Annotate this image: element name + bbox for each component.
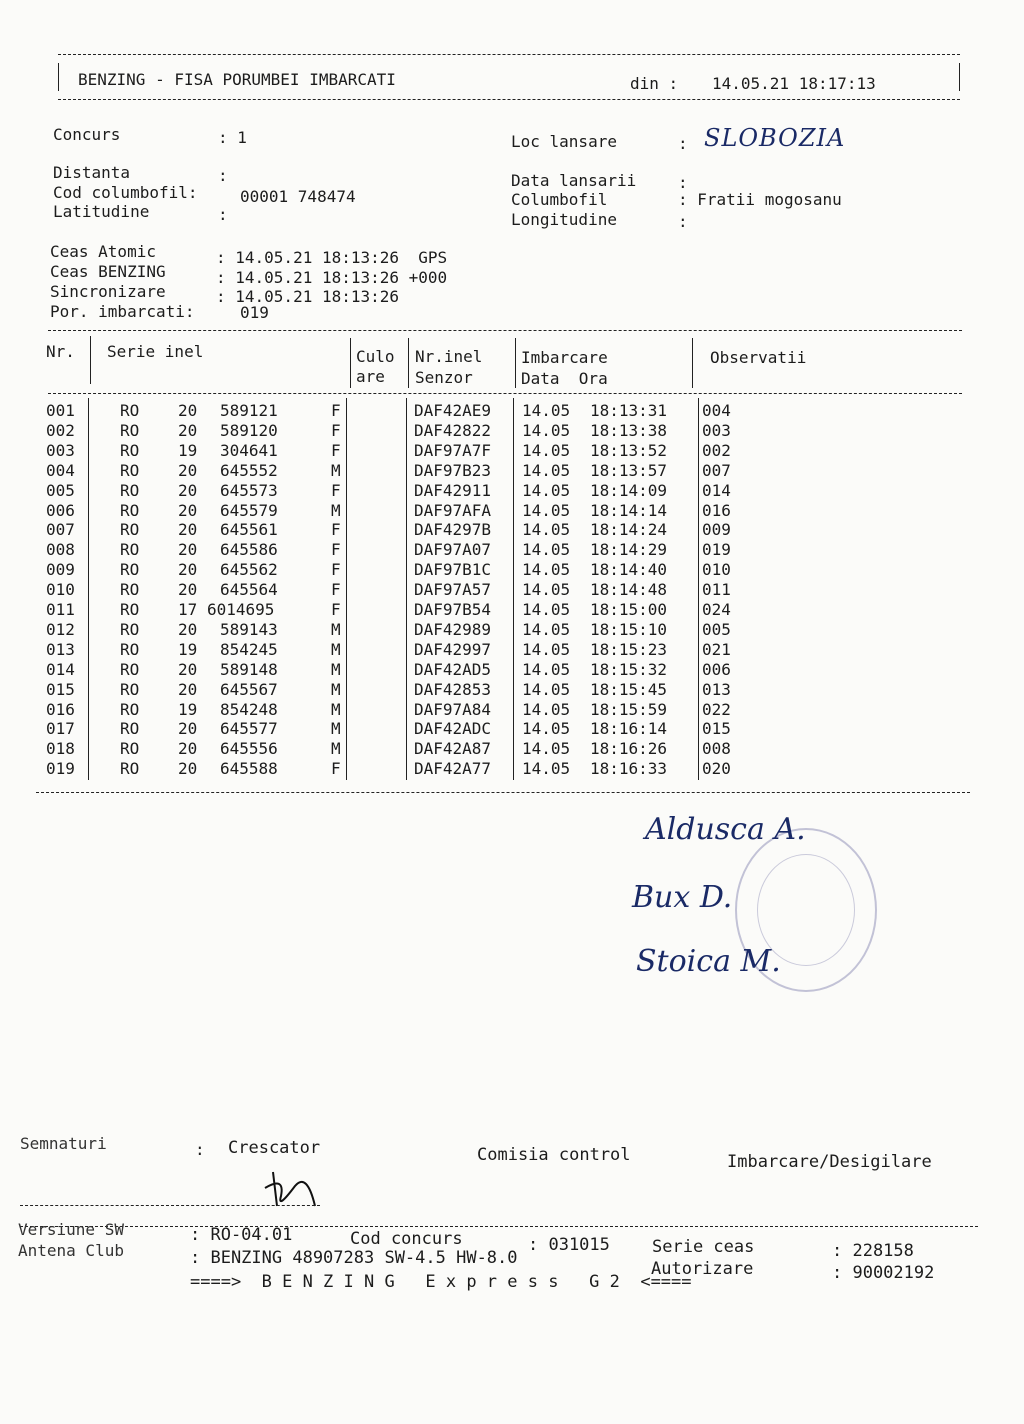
- latitudine-sep: :: [218, 205, 228, 224]
- cell-inel: 645579: [220, 500, 278, 520]
- signature-rule: [20, 1205, 320, 1206]
- cell-an: 20: [178, 540, 198, 560]
- cell-inel: 645564: [220, 580, 278, 600]
- loc-lansare-label: Loc lansare: [511, 132, 617, 151]
- cell-ora: 18:14:48: [590, 580, 668, 600]
- longitudine-label: Longitudine: [511, 210, 617, 229]
- cell-obs: 014: [702, 480, 731, 500]
- cell-tara: RO: [120, 659, 140, 679]
- cell-data: 14.05: [522, 520, 571, 540]
- cell-senzor: DAF97A84: [414, 699, 492, 719]
- col-divider: [90, 336, 91, 384]
- col-divider: [350, 338, 351, 388]
- autorizare-value: : 90002192: [832, 1263, 935, 1283]
- cell-ora: 18:13:52: [590, 440, 668, 460]
- cell-data: 14.05: [522, 659, 571, 679]
- por-imbarcati-label: Por. imbarcati:: [50, 302, 195, 321]
- cell-inel: 854245: [220, 639, 278, 659]
- col-header-culoare-2: are: [356, 367, 385, 386]
- cell-obs: 013: [702, 679, 731, 699]
- table-row: [46, 700, 946, 720]
- cell-nr: 015: [46, 679, 75, 699]
- cell-inel: 645552: [220, 460, 278, 480]
- cell-senzor: DAF97A57: [414, 580, 492, 600]
- cell-nr: 004: [46, 460, 75, 480]
- cell-tara: RO: [120, 480, 140, 500]
- cell-nr: 014: [46, 659, 75, 679]
- cell-data: 14.05: [522, 440, 571, 460]
- cell-an: 20: [178, 560, 198, 580]
- cell-inel: 645567: [220, 679, 278, 699]
- cell-ora: 18:13:31: [590, 401, 668, 420]
- cell-inel: 589143: [220, 619, 278, 639]
- cell-senzor: DAF42989: [414, 619, 492, 639]
- longitudine-sep: :: [678, 212, 688, 231]
- cell-nr: 016: [46, 699, 75, 719]
- cell-tara: RO: [120, 759, 140, 779]
- table-row: [46, 680, 946, 700]
- table-row: [46, 620, 946, 640]
- cell-an: 20: [178, 580, 198, 600]
- cell-senzor: DAF97B54: [414, 600, 492, 619]
- table-row: [46, 580, 946, 600]
- cell-tara: RO: [120, 679, 140, 699]
- antena-club-value: : BENZING 48907283 SW-4.5 HW-8.0: [190, 1248, 518, 1268]
- cell-sex: F: [331, 600, 341, 619]
- benzing-express-banner: ====> B E N Z I N G E x p r e s s G 2 <====: [190, 1272, 692, 1292]
- cell-obs: 003: [702, 420, 731, 440]
- semnaturi-sep: :: [195, 1140, 205, 1159]
- table-row: [46, 461, 946, 481]
- cell-senzor: DAF42AD5: [414, 659, 492, 679]
- data-lansarii-label: Data lansarii: [511, 171, 637, 190]
- cell-senzor: DAF97A7F: [414, 440, 492, 460]
- cell-obs: 004: [702, 401, 731, 420]
- cell-tara: RO: [120, 699, 140, 719]
- cell-inel: 854248: [220, 699, 278, 719]
- cell-nr: 003: [46, 440, 75, 460]
- cell-senzor: DAF42ADC: [414, 719, 492, 739]
- cell-sex: F: [331, 440, 341, 460]
- cell-data: 14.05: [522, 420, 571, 440]
- cell-nr: 017: [46, 719, 75, 739]
- cell-obs: 007: [702, 460, 731, 480]
- table-row: [46, 560, 946, 580]
- crescator-label: Crescator: [228, 1138, 321, 1158]
- table-top-rule: [48, 330, 962, 331]
- cell-senzor: DAF97AFA: [414, 500, 492, 520]
- cell-tara: RO: [120, 420, 140, 440]
- col-divider: [408, 338, 409, 388]
- cell-an: 20: [178, 460, 198, 480]
- data-lansarii-sep: :: [678, 173, 688, 192]
- cell-nr: 008: [46, 540, 75, 560]
- cell-obs: 009: [702, 520, 731, 540]
- serie-ceas-label: Serie ceas: [652, 1237, 755, 1257]
- ceas-atomic-value: : 14.05.21 18:13:26 GPS: [216, 248, 448, 267]
- table-row: [46, 600, 946, 620]
- cell-nr: 013: [46, 639, 75, 659]
- cell-inel: 645586: [220, 540, 278, 560]
- cell-data: 14.05: [522, 719, 571, 739]
- col-header-nr-inel-2: Senzor: [415, 368, 473, 387]
- cell-obs: 016: [702, 500, 731, 520]
- table-bottom-rule: [36, 792, 970, 793]
- cell-senzor: DAF42911: [414, 480, 492, 500]
- cell-inel: 589148: [220, 659, 278, 679]
- por-imbarcati-value: 019: [240, 303, 269, 322]
- cell-sex: M: [331, 699, 341, 719]
- cell-data: 14.05: [522, 480, 571, 500]
- cell-sex: F: [331, 759, 341, 779]
- cell-obs: 002: [702, 440, 731, 460]
- cell-an: 20: [178, 659, 198, 679]
- cell-ora: 18:15:59: [590, 699, 668, 719]
- distanta-label: Distanta: [53, 163, 131, 182]
- cell-senzor: DAF97B1C: [414, 560, 492, 580]
- distanta-sep: :: [218, 166, 228, 185]
- cell-ora: 18:14:09: [590, 480, 668, 500]
- cell-an: 20: [178, 739, 198, 759]
- col-divider: [692, 338, 693, 388]
- cell-ora: 18:15:23: [590, 639, 668, 659]
- cell-data: 14.05: [522, 401, 571, 420]
- cell-sex: M: [331, 679, 341, 699]
- cell-nr: 005: [46, 480, 75, 500]
- cell-senzor: DAF97B23: [414, 460, 492, 480]
- serie-ceas-value: : 228158: [832, 1241, 914, 1261]
- cell-data: 14.05: [522, 739, 571, 759]
- cell-sex: M: [331, 719, 341, 739]
- cell-nr: 007: [46, 520, 75, 540]
- cell-tara: RO: [120, 580, 140, 600]
- cell-an: 20: [178, 420, 198, 440]
- col-header-nr-inel-1: Nr.inel: [415, 347, 483, 366]
- versiune-sw-value: : RO-04.01: [190, 1225, 293, 1245]
- cell-tara: RO: [120, 440, 140, 460]
- cell-nr: 018: [46, 739, 75, 759]
- cell-nr: 012: [46, 619, 75, 639]
- cell-obs: 024: [702, 600, 731, 619]
- cell-ora: 18:14:40: [590, 560, 668, 580]
- table-row: [46, 719, 946, 739]
- cell-ora: 18:16:26: [590, 739, 668, 759]
- columbofil-label: Columbofil: [511, 190, 608, 209]
- cell-an: 20: [178, 619, 198, 639]
- col-header-culoare-1: Culo: [356, 347, 395, 366]
- loc-lansare-handwritten: SLOBOZIA: [704, 124, 846, 152]
- cell-obs: 019: [702, 540, 731, 560]
- cell-inel: 645561: [220, 520, 278, 540]
- table-row: [46, 441, 946, 461]
- cell-inel: 589120: [220, 420, 278, 440]
- antena-club-label: Antena Club: [18, 1241, 124, 1260]
- cell-sex: M: [331, 460, 341, 480]
- date-value: 14.05.21 18:17:13: [712, 74, 876, 93]
- cell-sex: M: [331, 639, 341, 659]
- cell-nr: 006: [46, 500, 75, 520]
- cell-sex: F: [331, 580, 341, 600]
- cell-an: 20: [178, 500, 198, 520]
- ceas-benzing-value: : 14.05.21 18:13:26 +000: [216, 268, 448, 287]
- comisia-control-label: Comisia control: [477, 1145, 631, 1165]
- cell-an: 20: [178, 480, 198, 500]
- cell-data: 14.05: [522, 560, 571, 580]
- columbofil-value: : Fratii mogosanu: [678, 190, 842, 209]
- col-header-observatii: Observatii: [710, 348, 807, 367]
- cell-inel: 645556: [220, 739, 278, 759]
- cell-data: 14.05: [522, 600, 571, 619]
- date-label: din :: [630, 74, 679, 93]
- cell-sex: F: [331, 520, 341, 540]
- cell-sex: F: [331, 420, 341, 440]
- cell-inel: 645588: [220, 759, 278, 779]
- cod-concurs-label: Cod concurs: [350, 1229, 463, 1249]
- cell-senzor: DAF42853: [414, 679, 492, 699]
- cell-obs: 010: [702, 560, 731, 580]
- table-row: [46, 540, 946, 560]
- cell-nr: 019: [46, 759, 75, 779]
- cell-sex: M: [331, 659, 341, 679]
- col-header-serie-inel: Serie inel: [107, 342, 204, 361]
- cell-data: 14.05: [522, 500, 571, 520]
- cell-tara: RO: [120, 540, 140, 560]
- concurs-label: Concurs: [53, 125, 121, 144]
- col-header-imbarcare-1: Imbarcare: [521, 348, 608, 367]
- cell-data: 14.05: [522, 540, 571, 560]
- cell-tara: RO: [120, 639, 140, 659]
- cell-ora: 18:15:32: [590, 659, 668, 679]
- table-row: [46, 739, 946, 759]
- cell-sex: F: [331, 480, 341, 500]
- table-row: [46, 401, 946, 421]
- cell-data: 14.05: [522, 759, 571, 779]
- cell-data: 14.05: [522, 580, 571, 600]
- cell-nr: 001: [46, 401, 75, 420]
- ceas-atomic-label: Ceas Atomic: [50, 242, 156, 261]
- imbarcare-desigilare-label: Imbarcare/Desigilare: [727, 1152, 932, 1172]
- cod-concurs-value: : 031015: [528, 1235, 610, 1255]
- cell-senzor: DAF42822: [414, 420, 492, 440]
- cell-obs: 011: [702, 580, 731, 600]
- cell-tara: RO: [120, 600, 140, 619]
- signature-bux: Bux D.: [632, 880, 733, 915]
- cell-obs: 005: [702, 619, 731, 639]
- table-header-rule: [48, 393, 962, 394]
- cell-ora: 18:15:00: [590, 600, 668, 619]
- cell-tara: RO: [120, 520, 140, 540]
- cell-sex: F: [331, 560, 341, 580]
- crescator-signature: [255, 1166, 335, 1216]
- cell-an: 20: [178, 719, 198, 739]
- sincronizare-label: Sincronizare: [50, 282, 166, 301]
- cell-obs: 022: [702, 699, 731, 719]
- table-row: [46, 520, 946, 540]
- ceas-benzing-label: Ceas BENZING: [50, 262, 166, 281]
- cell-inel: 645573: [220, 480, 278, 500]
- cell-obs: 008: [702, 739, 731, 759]
- col-header-imbarcare-2: Data Ora: [521, 369, 608, 388]
- cell-tara: RO: [120, 560, 140, 580]
- cell-obs: 021: [702, 639, 731, 659]
- cell-senzor: DAF97A07: [414, 540, 492, 560]
- cell-sex: F: [331, 401, 341, 420]
- signature-stoica: Stoica M.: [636, 944, 781, 979]
- cell-obs: 015: [702, 719, 731, 739]
- cod-columbofil-value: 00001 748474: [240, 187, 356, 206]
- cell-tara: RO: [120, 619, 140, 639]
- cell-inel: 304641: [220, 440, 278, 460]
- cod-columbofil-label: Cod columbofil:: [53, 183, 198, 202]
- cell-obs: 006: [702, 659, 731, 679]
- cell-tara: RO: [120, 460, 140, 480]
- table-row: [46, 759, 946, 779]
- col-divider: [515, 338, 516, 388]
- cell-ora: 18:16:14: [590, 719, 668, 739]
- col-header-nr: Nr.: [46, 342, 75, 361]
- cell-an: 20: [178, 520, 198, 540]
- cell-senzor: DAF42A87: [414, 739, 492, 759]
- cell-data: 14.05: [522, 699, 571, 719]
- table-row: [46, 421, 946, 441]
- cell-sex: M: [331, 619, 341, 639]
- cell-ora: 18:14:24: [590, 520, 668, 540]
- cell-an: 20: [178, 401, 198, 420]
- autorizare-label: Autorizare: [651, 1259, 754, 1279]
- cell-ora: 18:15:10: [590, 619, 668, 639]
- cell-inel: 645577: [220, 719, 278, 739]
- table-row: [46, 481, 946, 501]
- concurs-value: : 1: [218, 128, 247, 147]
- cell-an: 17: [178, 600, 198, 619]
- footer-rule: [20, 1226, 978, 1227]
- document-title: BENZING - FISA PORUMBEI IMBARCATI: [78, 70, 396, 89]
- cell-an: 20: [178, 679, 198, 699]
- cell-obs: 020: [702, 759, 731, 779]
- cell-data: 14.05: [522, 460, 571, 480]
- table-row: [46, 501, 946, 521]
- cell-ora: 18:13:57: [590, 460, 668, 480]
- cell-tara: RO: [120, 500, 140, 520]
- cell-inel: 645562: [220, 560, 278, 580]
- cell-nr: 002: [46, 420, 75, 440]
- cell-senzor: DAF42997: [414, 639, 492, 659]
- cell-ora: 18:13:38: [590, 420, 668, 440]
- cell-inel: 6014695: [207, 600, 275, 619]
- cell-tara: RO: [120, 739, 140, 759]
- loc-lansare-sep: :: [678, 134, 688, 153]
- cell-ora: 18:14:14: [590, 500, 668, 520]
- table-row: [46, 660, 946, 680]
- cell-data: 14.05: [522, 619, 571, 639]
- cell-senzor: DAF42A77: [414, 759, 492, 779]
- cell-an: 19: [178, 639, 198, 659]
- cell-nr: 010: [46, 580, 75, 600]
- cell-sex: M: [331, 500, 341, 520]
- versiune-sw-label: Versiune SW: [18, 1220, 124, 1239]
- cell-nr: 011: [46, 600, 75, 619]
- cell-an: 20: [178, 759, 198, 779]
- signature-aldusca: Aldusca A.: [645, 812, 806, 847]
- cell-tara: RO: [120, 719, 140, 739]
- cell-ora: 18:16:33: [590, 759, 668, 779]
- latitudine-label: Latitudine: [53, 202, 150, 221]
- cell-data: 14.05: [522, 679, 571, 699]
- cell-tara: RO: [120, 401, 140, 420]
- cell-an: 19: [178, 699, 198, 719]
- cell-inel: 589121: [220, 401, 278, 420]
- cell-ora: 18:15:45: [590, 679, 668, 699]
- cell-senzor: DAF4297B: [414, 520, 492, 540]
- cell-nr: 009: [46, 560, 75, 580]
- semnaturi-label: Semnaturi: [20, 1134, 107, 1153]
- cell-sex: M: [331, 739, 341, 759]
- cell-an: 19: [178, 440, 198, 460]
- cell-senzor: DAF42AE9: [414, 401, 492, 420]
- sincronizare-value: : 14.05.21 18:13:26: [216, 287, 400, 306]
- cell-sex: F: [331, 540, 341, 560]
- table-row: [46, 640, 946, 660]
- cell-data: 14.05: [522, 639, 571, 659]
- cell-ora: 18:14:29: [590, 540, 668, 560]
